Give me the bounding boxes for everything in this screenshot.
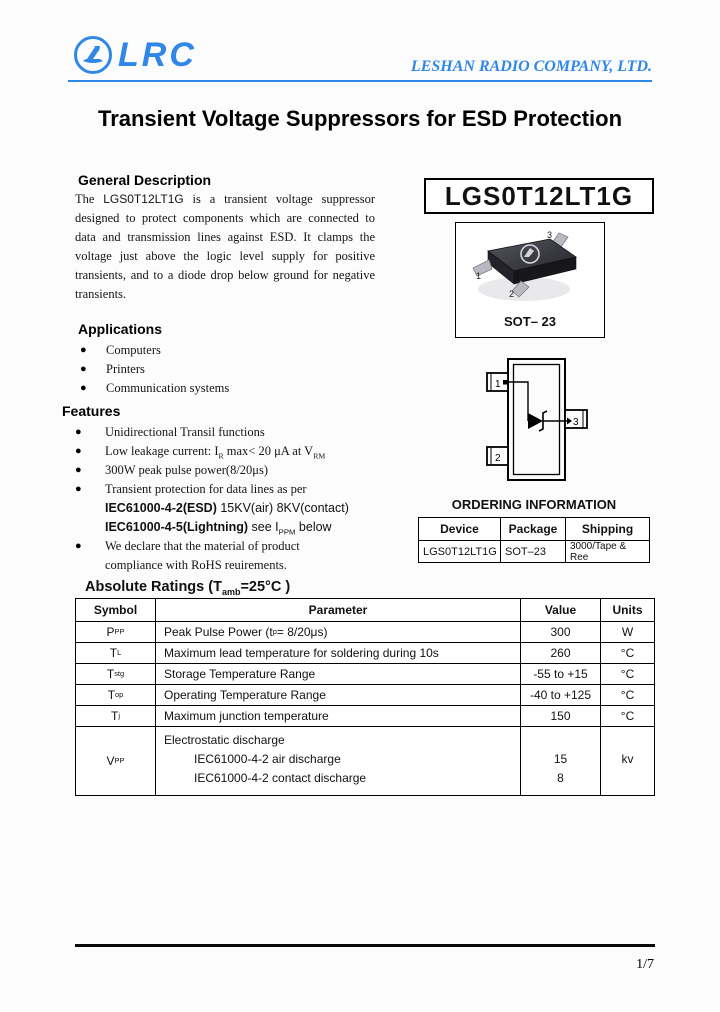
symbol-cell: T j: [76, 706, 156, 726]
column-header: Device: [419, 518, 501, 541]
bullet-icon: ●: [80, 344, 87, 356]
device-cell: LGS0T12LT1G: [419, 541, 501, 562]
parameter-cell: Peak Pulse Power (t p = 8/20μs): [156, 622, 521, 642]
symbol-cell: P PP: [76, 622, 156, 642]
column-header: Units: [612, 603, 643, 617]
value-cell: -40 to +125: [521, 685, 601, 705]
feature-label: Unidirectional Transil functions: [105, 425, 265, 439]
page-number: 1/7: [636, 957, 654, 972]
table-row: [419, 541, 649, 562]
units-cell: °C: [620, 646, 635, 660]
applications-list: [80, 341, 360, 398]
esd-line: Electrostatic discharge: [164, 733, 285, 747]
footer-rule: [75, 944, 655, 947]
value-cell: [521, 727, 601, 795]
ordering-table: [418, 517, 650, 563]
column-header: Value: [521, 599, 601, 621]
esd-units: kv: [621, 752, 634, 766]
column-header: Shipping: [566, 518, 649, 541]
list-item: [80, 379, 360, 398]
bullet-icon: ●: [75, 445, 82, 457]
esd-line: IEC61000-4-2 air discharge: [194, 752, 341, 766]
parameter-cell: [156, 727, 521, 795]
package-pin3-label: 3: [547, 230, 553, 240]
table-row-esd: [76, 727, 654, 795]
column-header: Parameter: [156, 599, 521, 621]
header-rule: [68, 80, 652, 82]
application-label: Communication systems: [106, 381, 230, 395]
table-row: [76, 685, 654, 706]
units-cell: °C: [620, 688, 635, 702]
parameter-cell: Storage Temperature Range: [156, 664, 521, 684]
units-cell: W: [621, 625, 634, 639]
schematic-diagram: [483, 356, 593, 486]
bullet-icon: ●: [75, 464, 82, 476]
list-item: [80, 341, 360, 360]
units-cell: °C: [620, 667, 635, 681]
lrc-logo-icon: [74, 36, 112, 74]
list-item: [75, 423, 365, 442]
application-label: Computers: [106, 343, 161, 357]
symbol-cell: T L: [76, 643, 156, 663]
page-title: Transient Voltage Suppressors for ESD Protection: [97, 106, 623, 131]
ordering-information-heading: ORDERING INFORMATION: [451, 497, 617, 512]
schematic-pin3-label: 3: [573, 417, 579, 428]
parameter-cell: Operating Temperature Range: [156, 685, 521, 705]
table-row: [76, 664, 654, 685]
features-heading: Features: [62, 403, 121, 419]
value-cell: 150: [521, 706, 601, 726]
value-cell: 300: [521, 622, 601, 642]
package-pin2-label: 2: [509, 289, 515, 299]
applications-heading: Applications: [78, 321, 163, 337]
general-description-body: The LGS0T12LT1G is a transient voltage suppressor designed to protect components which are connected to data and transmission lines against ESD. It clamps the voltage just above the logic level supply for positive transients, and to a diode drop below ground for negative transients.: [75, 192, 375, 301]
schematic-pin2-label: 2: [495, 453, 501, 464]
sot23-package-image: [458, 227, 602, 311]
package-image-box: [455, 222, 605, 338]
symbol-cell: V PP: [76, 727, 156, 795]
schematic-pin1-label: 1: [495, 379, 501, 390]
list-item: [80, 360, 360, 379]
parameter-cell: Maximum junction temperature: [156, 706, 521, 726]
lrc-logo: [74, 36, 197, 74]
lrc-logo-text: LRC: [118, 36, 197, 74]
symbol-cell: T op: [76, 685, 156, 705]
shipping-cell: 3000/Tape & Ree: [570, 540, 627, 563]
bullet-icon: ●: [75, 483, 82, 495]
application-label: Printers: [106, 362, 145, 376]
esd-value: 15: [553, 752, 568, 766]
ordering-table-header: [419, 518, 649, 541]
absolute-ratings-table: [75, 598, 655, 796]
esd-line: IEC61000-4-2 contact discharge: [194, 771, 367, 785]
table-row: [76, 643, 654, 664]
lrc-logo-glyph: [80, 44, 106, 66]
package-caption: SOT– 23: [503, 314, 557, 329]
value-cell: -55 to +15: [521, 664, 601, 684]
table-row: [76, 706, 654, 727]
package-pin1-label: 1: [476, 271, 482, 281]
list-item: [75, 480, 365, 499]
column-header: Symbol: [76, 599, 156, 621]
symbol-cell: T stg: [76, 664, 156, 684]
bullet-icon: ●: [75, 540, 82, 552]
esd-value: 8: [557, 771, 564, 785]
list-item: [75, 537, 365, 575]
features-list: [75, 423, 365, 575]
general-description-heading: General Description: [78, 172, 212, 188]
units-cell: °C: [620, 709, 635, 723]
bullet-icon: ●: [80, 382, 87, 394]
feature-label: We declare that the material of product compliance with RoHS reuirements.: [105, 539, 300, 572]
feature-label: Transient protection for data lines as per: [105, 482, 307, 496]
feature-label: Low leakage current: $I_R$ max< 20 μA at $V_{RM}$: [105, 444, 326, 461]
units-cell: [601, 727, 654, 795]
column-header: Package: [501, 518, 566, 541]
parameter-cell: Maximum lead temperature for soldering during 10s: [156, 643, 521, 663]
bullet-icon: ●: [80, 363, 87, 375]
feature-continuation: IEC61000-4-2(ESD) 15KV(air) 8KV(contact): [105, 501, 349, 515]
package-cell: SOT–23: [501, 541, 566, 562]
list-item: [75, 442, 365, 461]
company-name: LESHAN RADIO COMPANY, LTD.: [410, 58, 652, 75]
feature-continuation: IEC61000-4-5(Lightning) see $I_{PPM}$ below: [105, 520, 332, 537]
value-cell: 260: [521, 643, 601, 663]
bullet-icon: ●: [75, 426, 82, 438]
table-row: [76, 622, 654, 643]
absolute-ratings-heading: Absolute Ratings ($T_{amb}=25^\circ C$ ): [85, 579, 291, 597]
feature-label: 300W peak pulse power(8/20μs): [105, 463, 269, 477]
part-number-box: LGS0T12LT1G: [424, 178, 654, 214]
list-item: [75, 461, 365, 480]
ratings-header-row: [76, 599, 654, 622]
